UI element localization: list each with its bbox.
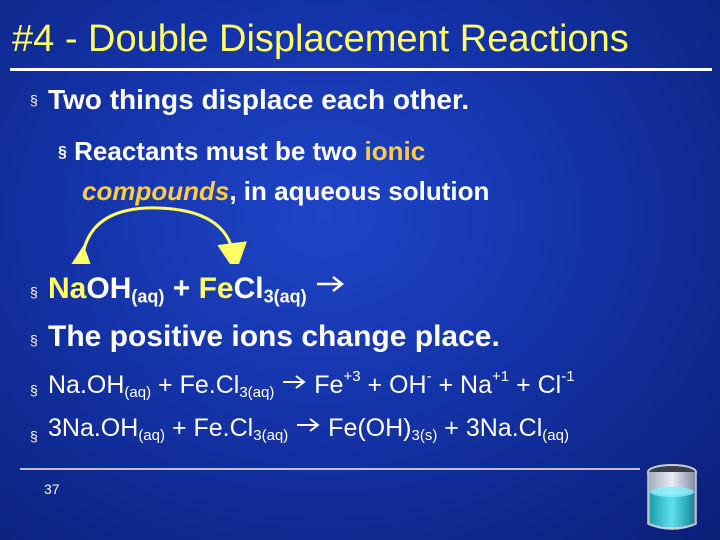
eq4-b: + Fe.Cl — [151, 371, 240, 399]
bullet-icon: § — [30, 332, 38, 348]
compounds-word: compounds — [82, 176, 230, 206]
bullet-5-equation — [48, 414, 569, 444]
arrow-icon — [315, 274, 345, 294]
sub-text-rest: , in aqueous solution — [229, 176, 490, 206]
bullet-icon: § — [30, 92, 38, 108]
arrow-icon — [295, 416, 321, 434]
eq4-sub: 3(aq) — [239, 383, 275, 401]
eq4-oh-sup: - — [426, 368, 432, 385]
oh-h: H — [109, 272, 132, 305]
bullet-1-sub — [58, 132, 489, 210]
eq4-cl-sup: -1 — [561, 368, 575, 385]
sub-text-a: Reactants must be two — [74, 136, 365, 166]
eq5-sub2: 3(s) — [411, 426, 438, 444]
oh-o: O — [86, 272, 110, 305]
eq5-c: Fe(OH) — [328, 414, 412, 442]
eq4-a: Na.OH — [48, 371, 125, 399]
eq4-fe-sup: +3 — [343, 368, 361, 385]
bullet-icon: § — [30, 284, 38, 300]
bullet-icon: § — [30, 428, 38, 444]
eq4-aq: (aq) — [124, 383, 152, 401]
eq5-d: + 3Na.Cl — [437, 414, 543, 442]
eq5-a: 3Na.OH — [48, 414, 139, 442]
plus: + — [164, 272, 199, 305]
slide-title: #4 - Double Displacement Reactions — [12, 18, 629, 60]
fe-text: Fe — [198, 272, 234, 305]
bullet-icon: § — [58, 144, 67, 161]
title-rule — [10, 68, 712, 71]
eq5-sub: 3(aq) — [253, 426, 289, 444]
eq5-b: + Fe.Cl — [165, 414, 254, 442]
bullet-2-equation — [48, 272, 345, 308]
eq4-e: + Na — [431, 371, 493, 399]
bullet-1-text: Two things displace each other. — [48, 84, 470, 115]
eq4-d: + OH — [360, 371, 427, 399]
aq-sub: (aq) — [131, 286, 165, 307]
eq4-f: + Cl — [509, 371, 562, 399]
bullet-3-text: The positive ions change place. — [48, 320, 500, 353]
ionic-word: ionic — [364, 136, 426, 166]
arrow-icon — [281, 373, 307, 391]
bullet-icon: § — [30, 382, 38, 398]
bullet-4-equation — [48, 368, 575, 401]
cl-text: Cl — [233, 272, 264, 305]
footer-rule — [20, 468, 640, 470]
eq5-aq: (aq) — [138, 426, 165, 444]
eq4-na-sup: +1 — [492, 368, 510, 385]
na-text: Na — [48, 272, 87, 305]
cl-sub: 3(aq) — [263, 286, 307, 307]
beaker-icon — [644, 462, 700, 534]
eq5-aq2: (aq) — [542, 426, 569, 444]
page-number: 37 — [44, 481, 60, 497]
swap-arc-icon — [58, 202, 248, 264]
eq4-c: Fe — [314, 371, 344, 399]
